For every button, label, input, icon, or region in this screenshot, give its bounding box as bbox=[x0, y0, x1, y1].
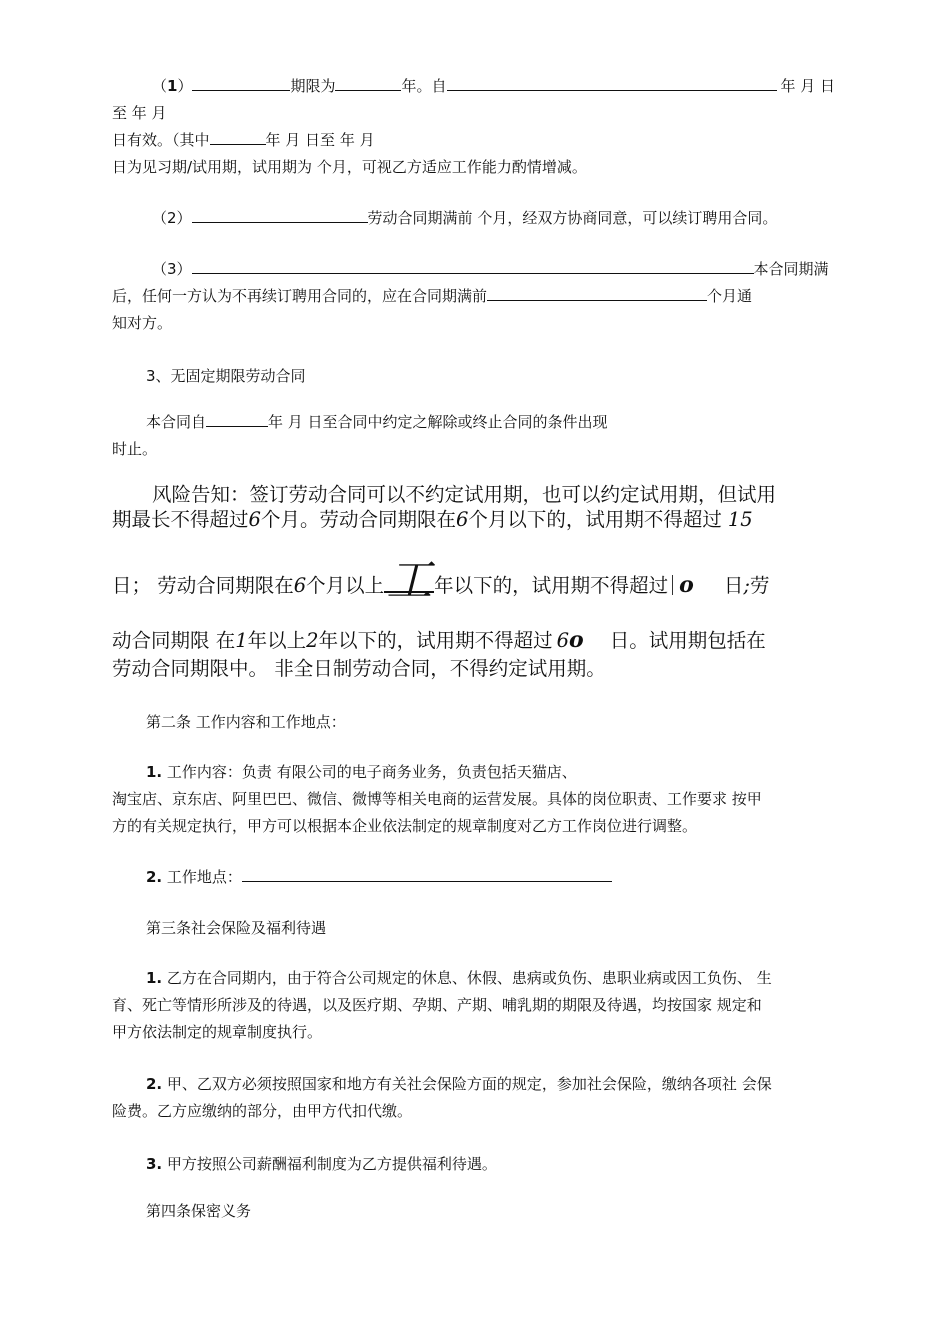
term-line-6 bbox=[152, 259, 829, 279]
item-text: 甲方按照公司薪酬福利制度为乙方提供福利待遇。 bbox=[166, 1155, 497, 1173]
item-number: 1 bbox=[167, 77, 178, 95]
article-2-heading: 第二条 工作内容和工作地点： bbox=[146, 713, 346, 731]
blank-field[interactable] bbox=[192, 259, 754, 274]
risk-text: 个月以上 bbox=[306, 574, 385, 597]
risk-text: 日。试用期包括在 bbox=[609, 629, 766, 652]
art3-item2-line-2: 险费。乙方应缴纳的部分，由甲方代扣代缴。 bbox=[112, 1102, 413, 1120]
blank-field[interactable] bbox=[335, 76, 401, 91]
risk-text: 劳 bbox=[749, 574, 770, 597]
risk-text: 动合同期限 在 bbox=[112, 629, 236, 652]
risk-text: 期最长不得超过 bbox=[112, 508, 249, 531]
term-line-2: 至 年 月 bbox=[112, 104, 167, 122]
item-number: 2. bbox=[146, 868, 163, 886]
blank-field[interactable] bbox=[192, 76, 290, 91]
text-bar bbox=[672, 575, 673, 595]
term-text: 劳动合同期满前 个月，经双方协商同意，可以续订聘用合同。 bbox=[367, 209, 778, 227]
paren-open: （ bbox=[152, 77, 168, 95]
blank-field[interactable] bbox=[487, 286, 707, 301]
risk-number: 6 bbox=[248, 508, 261, 531]
open-text: 年 月 日至合同中约定之解除或终止合同的条件出现 bbox=[268, 413, 608, 431]
risk-text: 年以上 bbox=[247, 629, 307, 652]
open-line-2: 时止。 bbox=[112, 440, 158, 458]
open-line-1 bbox=[146, 412, 608, 432]
art2-item1-line-1 bbox=[146, 762, 577, 782]
term-text: 后，任何一方认为不再续订聘用合同的，应在合同期满前 bbox=[112, 287, 488, 305]
term-text: 个月通 bbox=[707, 287, 753, 305]
item-text: 工作内容：负责 有限公司的电子商务业务，负责包括天猫店、 bbox=[166, 763, 577, 781]
term-text: 日有效。（其中 bbox=[112, 131, 210, 149]
risk-text: 个月。劳动合同期限在 bbox=[260, 508, 456, 531]
risk-number: 15 bbox=[727, 508, 753, 531]
item-text: 工作地点： bbox=[166, 868, 242, 886]
item-number: （2） bbox=[152, 209, 192, 227]
risk-line-3 bbox=[112, 553, 770, 607]
item-text: 甲、乙双方必须按照国家和地方有关社会保险方面的规定，参加社会保险，缴纳各项社 会保 bbox=[166, 1075, 772, 1093]
art3-item1-line-3: 甲方依法制定的规章制度执行。 bbox=[112, 1023, 323, 1041]
risk-text: 个月以下的，试用期不得超过 bbox=[468, 508, 722, 531]
risk-text: ; bbox=[743, 574, 750, 597]
art2-item1-line-3: 方的有关规定执行，甲方可以根据本企业依法制定的规章制度对乙方工作岗位进行调整。 bbox=[112, 817, 698, 835]
risk-text: 年以下的，试用期不得超过 bbox=[434, 574, 669, 597]
section-heading-open-contract: 3、无固定期限劳动合同 bbox=[146, 367, 306, 385]
item-number: 1. bbox=[146, 969, 163, 987]
term-text: 期限为 bbox=[290, 77, 336, 95]
art3-item1-line-1 bbox=[146, 968, 772, 988]
art2-item2 bbox=[146, 867, 612, 887]
term-line-7 bbox=[112, 286, 752, 306]
risk-number: o bbox=[679, 572, 694, 598]
risk-text: 年以下的，试用期不得超过 bbox=[318, 629, 553, 652]
art3-item3 bbox=[146, 1154, 497, 1174]
term-text: 年。自 bbox=[401, 77, 447, 95]
art3-item2-line-1 bbox=[146, 1074, 772, 1094]
open-text: 本合同自 bbox=[146, 413, 207, 431]
paren-close: ） bbox=[177, 77, 193, 95]
item-text: 乙方在合同期内，由于符合公司规定的休息、休假、患病或负伤、患职业病或因工负伤、 生 bbox=[166, 969, 772, 987]
risk-glyph: 工 bbox=[386, 553, 433, 607]
term-line-5 bbox=[152, 208, 777, 228]
article-3-heading: 第三条社会保险及福利待遇 bbox=[146, 919, 327, 937]
term-line-8: 知对方。 bbox=[112, 314, 173, 332]
term-line-4: 日为见习期/试用期，试用期为 个月，可视乙方适应工作能力酌情增减。 bbox=[112, 158, 587, 176]
risk-line-4 bbox=[112, 627, 766, 654]
item-number: 3. bbox=[146, 1155, 163, 1173]
term-text: 本合同期满 bbox=[753, 260, 829, 278]
risk-line-2 bbox=[112, 507, 753, 533]
blank-field[interactable] bbox=[210, 130, 266, 145]
blank-field[interactable] bbox=[447, 76, 777, 91]
term-text: 年 月 日至 年 月 bbox=[265, 131, 375, 149]
risk-number: o bbox=[569, 627, 584, 653]
term-line-3 bbox=[112, 130, 375, 150]
risk-text: 日； 劳动合同期限在 bbox=[112, 574, 294, 597]
risk-number: 6 bbox=[293, 574, 307, 597]
item-number: （3） bbox=[152, 260, 192, 278]
risk-line-1: 风险告知：签订劳动合同可以不约定试用期，也可以约定试用期，但试用 bbox=[152, 483, 777, 506]
term-text: 年 月 日 bbox=[780, 77, 836, 95]
risk-text: 日 bbox=[723, 574, 744, 597]
risk-number: 2 bbox=[306, 629, 319, 652]
risk-number: 6 bbox=[556, 629, 569, 652]
item-number: 2. bbox=[146, 1075, 163, 1093]
art2-item1-line-2: 淘宝店、京东店、阿里巴巴、微信、微博等相关电商的运营发展。具体的岗位职责、工作要求 按甲 bbox=[112, 790, 762, 808]
blank-field[interactable] bbox=[206, 412, 268, 427]
article-4-heading: 第四条保密义务 bbox=[146, 1202, 252, 1220]
work-location-field[interactable] bbox=[242, 867, 612, 882]
art3-item1-line-2: 育、死亡等情形所涉及的待遇，以及医疗期、孕期、产期、哺乳期的期限及待遇，均按国家 规定和 bbox=[112, 996, 762, 1014]
blank-field[interactable] bbox=[192, 208, 368, 223]
item-number: 1. bbox=[146, 763, 163, 781]
risk-number: 1 bbox=[235, 629, 248, 652]
risk-number: 6 bbox=[455, 508, 469, 531]
term-line-1 bbox=[152, 76, 835, 96]
risk-line-5: 劳动合同期限中。 非全日制劳动合同，不得约定试用期。 bbox=[112, 657, 606, 680]
